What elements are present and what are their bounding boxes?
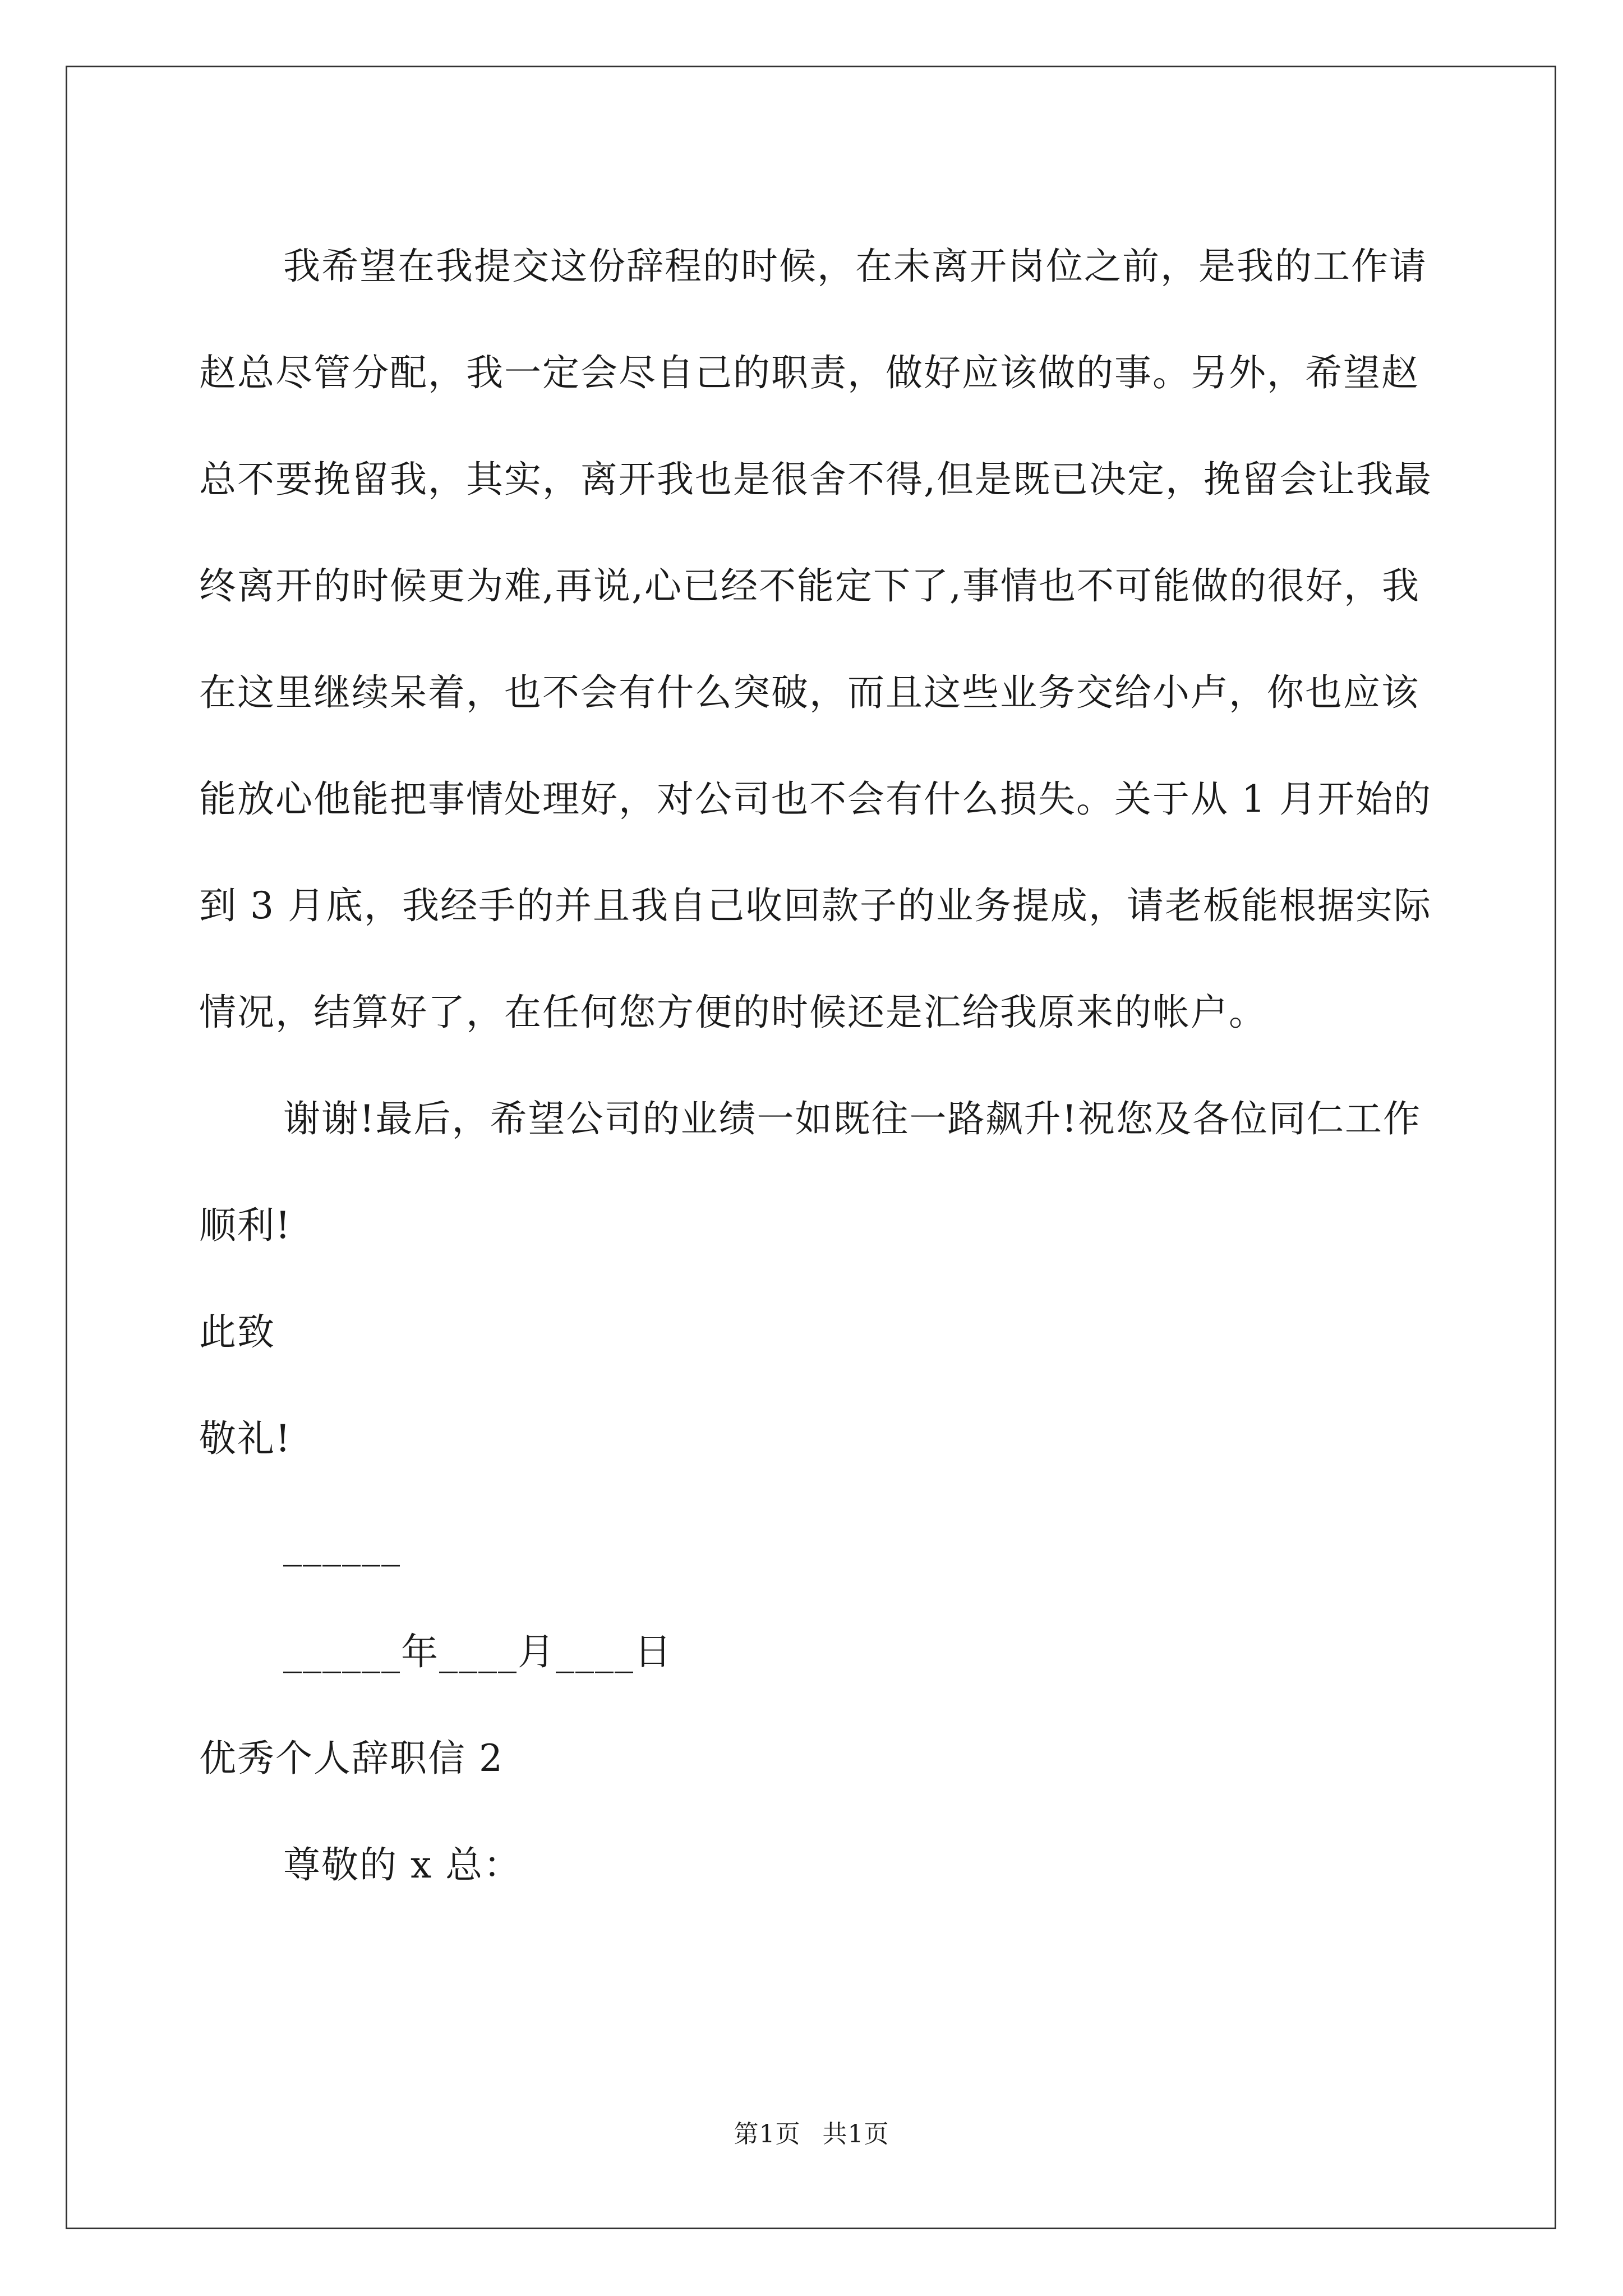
document-body <box>199 213 1433 1918</box>
date-blank: ______年____月____日 <box>283 1630 672 1673</box>
body-paragraph-2: 谢谢!最后，希望公司的业绩一如既往一路飙升!祝您及各位同仁工作顺利! <box>199 1097 1422 1247</box>
signature-blank: ______ <box>283 1524 401 1567</box>
page-footer <box>0 2114 1623 2150</box>
page-number-current: 第1页 <box>734 2120 801 2148</box>
next-letter-title: 优秀个人辞职信 2 <box>199 1737 504 1780</box>
closing-greeting: 此致 <box>199 1310 275 1354</box>
page-number-total: 共1页 <box>822 2120 889 2148</box>
closing-salute: 敬礼! <box>199 1417 292 1460</box>
body-paragraph-1: 我希望在我提交这份辞程的时候，在未离开岗位之前，是我的工作请赵总尽管分配，我一定会尽自己的职责，做好应该做的事。另外，希望赵总不要挽留我，其实，离开我也是很舍不得,但是既已决定，挽留会让我最终离开的时候更为难,再说,心已经不能定下了,事情也不可能做的很好，我在这里继续呆着，也不会有什么突破，而且这些业务交给小卢，你也应该能放心他能把事情处理好，对公司也不会有什么损失。关于从 1 月开始的到 3 月底，我经手的并且我自己收回款子的业务提成，请老板能根据实际情况，结算好了，在任何您方便的时候还是汇给我原来的帐户。 <box>199 245 1432 1034</box>
next-letter-salutation: 尊敬的 x 总： <box>283 1843 522 1887</box>
